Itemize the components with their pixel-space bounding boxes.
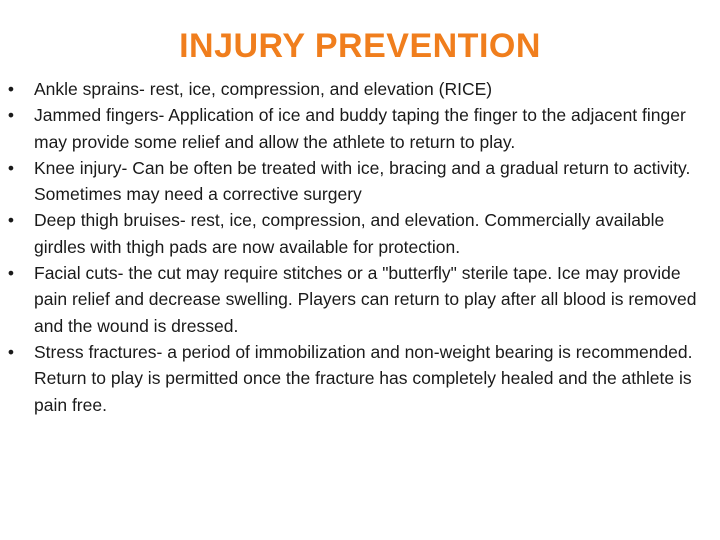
bullet-text: Facial cuts- the cut may require stitches or a "butterfly" sterile tape. Ice may provide pain relief and decrease swelling. Players can return to play after all blood is removed and the wound is dressed. [34, 263, 697, 336]
bullet-text: Stress fractures- a period of immobilization and non-weight bearing is recommended. Return to play is permitted once the fracture has completely healed and the athlete is pain free. [34, 341, 693, 415]
bullet-dot-icon: • [7, 263, 15, 284]
bullet-item-thigh-bruises [0, 207, 700, 260]
bullet-dot-icon: • [7, 157, 15, 178]
bullet-dot-icon: • [7, 341, 15, 362]
bullet-text: Jammed fingers- Application of ice and buddy taping the finger to the adjacent finger may provide some relief and allow the athlete to return to play. [34, 105, 686, 152]
slide-title: INJURY PREVENTION [179, 27, 541, 65]
bullet-item-ankle-sprains [0, 76, 700, 102]
bullet-text: Knee injury- Can be often be treated with ice, bracing and a gradual return to activity. Sometimes may need a corrective surgery [34, 157, 691, 205]
bullet-item-facial-cuts [0, 260, 700, 339]
bullet-text: Deep thigh bruises- rest, ice, compression, and elevation. Commercially available girdles with thigh pads are now available for protection. [34, 210, 665, 257]
bullet-item-knee-injury [0, 155, 700, 208]
bullet-list [0, 76, 700, 418]
bullet-item-stress-fractures [0, 339, 700, 418]
bullet-text: Ankle sprains- rest, ice, compression, and elevation (RICE) [34, 79, 493, 99]
bullet-dot-icon: • [7, 210, 15, 231]
bullet-dot-icon: • [7, 105, 15, 126]
bullet-dot-icon: • [7, 79, 15, 99]
bullet-item-jammed-fingers [0, 102, 700, 155]
